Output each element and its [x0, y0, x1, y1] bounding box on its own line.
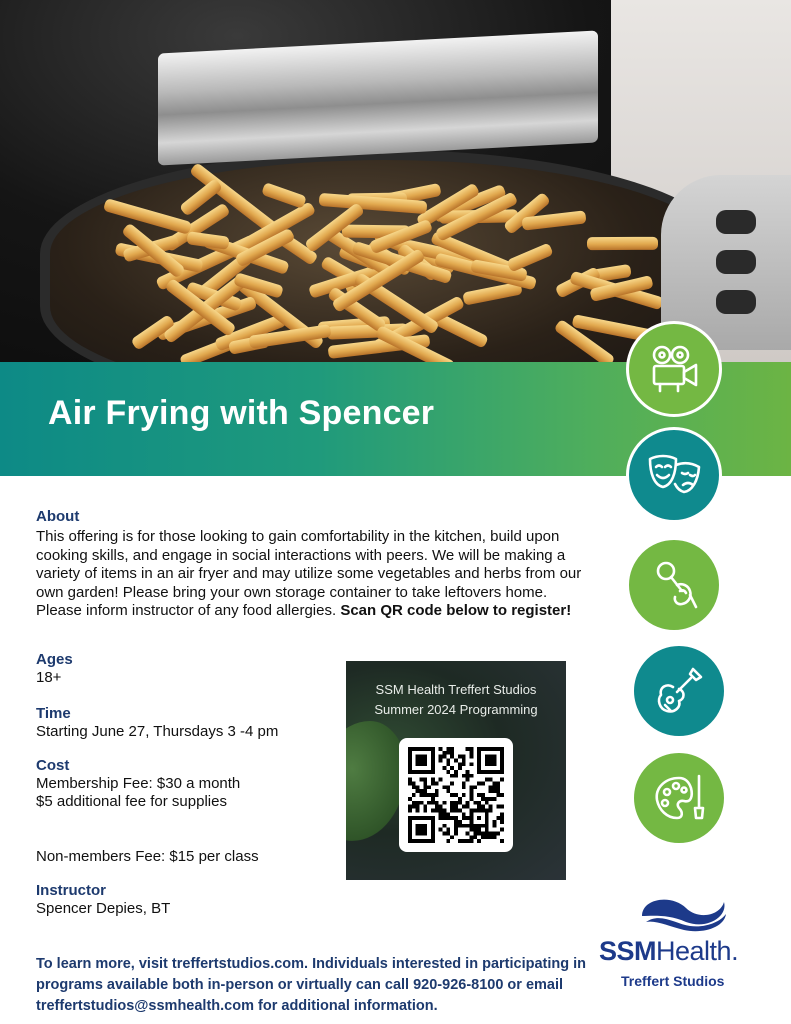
qr-module — [496, 831, 500, 835]
qr-module — [443, 824, 447, 828]
qr-module — [420, 778, 424, 782]
qr-module — [450, 774, 454, 778]
qr-module — [489, 835, 493, 839]
qr-module — [477, 805, 481, 809]
qr-module — [423, 793, 427, 797]
qr-module — [466, 831, 470, 835]
qr-module — [443, 755, 447, 759]
qr-module — [496, 805, 500, 809]
qr-module — [462, 805, 466, 809]
qr-module — [462, 759, 466, 763]
paint-palette-circle — [631, 750, 727, 846]
plant-leaf — [346, 721, 406, 841]
about-body: This offering is for those looking to gain comfortability in the kitchen, build upon cooking skills, and engage in social interactions with peers. We will be making a variety of items in an air fryer and may utilize some vegetables and herbs from our own garden! Please bring your own storage container to take leftovers home. Please inform instructor of any food allergies. — [36, 528, 582, 619]
qr-module — [477, 801, 481, 805]
qr-module — [458, 755, 462, 759]
instructor-heading: Instructor — [36, 882, 107, 899]
about-heading: About — [36, 508, 80, 525]
logo-brand-light: Health. — [656, 936, 739, 966]
qr-module — [477, 782, 481, 786]
supplies-fee: $5 additional fee for supplies — [36, 793, 227, 810]
qr-module — [500, 839, 504, 843]
qr-module — [466, 801, 470, 805]
register-callout: Scan QR code below to register! — [340, 602, 572, 619]
qr-module — [408, 808, 412, 812]
qr-module — [462, 774, 466, 778]
qr-module — [439, 816, 443, 820]
qr-module — [492, 824, 496, 828]
logo-brand-bold: SSM — [599, 936, 657, 966]
non-members-fee: Non-members Fee: $15 per class — [36, 848, 259, 865]
qr-module — [443, 766, 447, 770]
qr-module — [443, 751, 447, 755]
qr-module — [492, 789, 496, 793]
qr-module — [481, 782, 485, 786]
qr-module — [473, 828, 477, 832]
qr-module — [443, 785, 447, 789]
qr-module — [496, 793, 500, 797]
qr-module — [435, 801, 439, 805]
qr-module — [416, 755, 428, 767]
qr-module — [412, 793, 416, 797]
qr-module — [427, 801, 431, 805]
qr-module — [408, 778, 412, 782]
qr-module — [450, 793, 454, 797]
qr-module — [412, 801, 416, 805]
qr-module — [481, 835, 485, 839]
qr-module — [446, 762, 450, 766]
qr-module — [466, 805, 470, 809]
qr-module — [489, 785, 493, 789]
qr-module — [443, 801, 447, 805]
qr-module — [450, 782, 454, 786]
qr-module — [416, 824, 428, 836]
qr-module — [450, 816, 454, 820]
qr-module — [435, 808, 439, 812]
qr-module — [416, 789, 420, 793]
qr-module — [446, 816, 450, 820]
qr-module — [431, 793, 435, 797]
qr-module — [439, 808, 443, 812]
qr-module — [496, 816, 500, 820]
qr-module — [500, 793, 504, 797]
qr-module — [485, 828, 489, 832]
qr-module — [500, 778, 504, 782]
fry — [587, 237, 658, 250]
qr-module — [485, 835, 489, 839]
qr-module — [462, 762, 466, 766]
qr-module — [423, 805, 427, 809]
qr-module — [408, 805, 412, 809]
ages-heading: Ages — [36, 651, 73, 668]
qr-module — [462, 793, 466, 797]
hero-photo — [0, 0, 791, 362]
qr-module — [473, 831, 477, 835]
qr-module — [439, 812, 443, 816]
qr-module — [420, 801, 424, 805]
qr-module — [446, 747, 450, 751]
qr-module — [500, 828, 504, 832]
qr-module — [492, 820, 496, 824]
qr-module — [454, 816, 458, 820]
qr-module — [481, 793, 485, 797]
qr-module — [485, 797, 489, 801]
qr-module — [435, 793, 439, 797]
qr-module — [462, 812, 466, 816]
membership-fee: Membership Fee: $30 a month — [36, 775, 241, 792]
qr-module — [485, 831, 489, 835]
qr-module — [416, 808, 420, 812]
qr-module — [446, 812, 450, 816]
qr-module — [443, 808, 447, 812]
qr-module — [439, 828, 443, 832]
qr-module — [454, 770, 458, 774]
registration-qr-code[interactable] — [399, 738, 513, 852]
qr-module — [492, 831, 496, 835]
qr-module — [408, 797, 412, 801]
qr-module — [473, 785, 477, 789]
qr-module — [466, 816, 470, 820]
microphone-icon — [644, 555, 704, 615]
qr-module — [446, 828, 450, 832]
qr-module — [462, 785, 466, 789]
qr-module — [443, 812, 447, 816]
qr-module — [450, 808, 454, 812]
qr-module — [489, 789, 493, 793]
qr-module — [477, 793, 481, 797]
qr-module — [466, 747, 470, 751]
qr-module — [469, 839, 473, 843]
qr-module — [435, 789, 439, 793]
qr-module — [423, 782, 427, 786]
qr-module — [492, 835, 496, 839]
qr-module — [500, 820, 504, 824]
theater-masks-icon — [644, 445, 704, 505]
qr-module — [496, 785, 500, 789]
film-projector-icon — [644, 339, 704, 399]
qr-module — [469, 751, 473, 755]
air-fryer-handle — [158, 30, 598, 165]
qr-module — [458, 766, 462, 770]
qr-module — [466, 770, 470, 774]
qr-module — [500, 805, 504, 809]
qr-module — [423, 785, 427, 789]
qr-module — [492, 785, 496, 789]
qr-module — [500, 816, 504, 820]
qr-module — [477, 831, 481, 835]
qr-module — [446, 831, 450, 835]
qr-module — [473, 835, 477, 839]
qr-module — [439, 805, 443, 809]
qr-module — [500, 812, 504, 816]
ssm-health-logo-mark — [636, 886, 732, 932]
qr-module — [462, 755, 466, 759]
qr-module — [462, 824, 466, 828]
contact-footer: To learn more, visit treffertstudios.com. Individuals interested in participating in programs available both in-person or virtually can call 920-926-8100 or email treffertstudios@ssmhealth.com for additional information. — [36, 956, 587, 1014]
theater-masks-circle — [626, 427, 722, 523]
qr-module — [454, 808, 458, 812]
qr-module — [443, 831, 447, 835]
qr-module — [431, 808, 435, 812]
qr-module — [439, 755, 443, 759]
qr-module — [435, 782, 439, 786]
qr-module — [450, 755, 454, 759]
qr-card-title: SSM Health Treffert Studios — [375, 682, 537, 697]
qr-module — [469, 774, 473, 778]
qr-module — [496, 789, 500, 793]
qr-module — [412, 782, 416, 786]
microphone-circle — [626, 537, 722, 633]
ssm-health-logo-text — [599, 936, 738, 967]
qr-module — [454, 759, 458, 763]
qr-module — [462, 782, 466, 786]
qr-module — [458, 820, 462, 824]
qr-module — [423, 778, 427, 782]
page-title: Air Frying with Spencer — [48, 394, 435, 432]
cost-heading: Cost — [36, 757, 70, 774]
qr-module — [446, 839, 450, 843]
qr-module — [477, 839, 481, 843]
qr-module — [489, 805, 493, 809]
qr-module — [427, 793, 431, 797]
qr-module — [469, 835, 473, 839]
qr-module — [416, 785, 420, 789]
qr-module — [454, 793, 458, 797]
qr-module — [489, 778, 493, 782]
qr-module — [458, 801, 462, 805]
qr-module — [412, 805, 416, 809]
qr-module — [450, 801, 454, 805]
qr-module — [458, 808, 462, 812]
qr-module — [466, 824, 470, 828]
qr-module — [454, 824, 458, 828]
qr-module — [446, 789, 450, 793]
qr-module — [454, 801, 458, 805]
qr-module — [492, 782, 496, 786]
qr-module — [458, 762, 462, 766]
film-projector-circle — [626, 321, 722, 417]
qr-module — [489, 831, 493, 835]
qr-module — [450, 751, 454, 755]
qr-module — [489, 808, 493, 812]
qr-module — [469, 797, 473, 801]
qr-module — [439, 759, 443, 763]
qr-module — [439, 747, 443, 751]
guitar-circle — [631, 643, 727, 739]
qr-module — [458, 797, 462, 801]
qr-module — [466, 774, 470, 778]
qr-module — [469, 747, 473, 751]
qr-module — [489, 797, 493, 801]
qr-module — [454, 828, 458, 832]
qr-module — [420, 793, 424, 797]
qr-module — [481, 831, 485, 835]
qr-module — [462, 839, 466, 843]
qr-module — [477, 828, 481, 832]
qr-module — [446, 785, 450, 789]
qr-module — [427, 785, 431, 789]
qr-code-icon — [408, 747, 504, 843]
qr-module — [423, 789, 427, 793]
qr-module — [469, 789, 473, 793]
ages-value: 18+ — [36, 669, 62, 686]
qr-module — [450, 805, 454, 809]
qr-module — [469, 755, 473, 759]
paint-palette-icon — [649, 768, 709, 828]
qr-module — [450, 835, 454, 839]
qr-module — [439, 778, 443, 782]
qr-module — [485, 801, 489, 805]
qr-module — [408, 782, 412, 786]
qr-module — [454, 805, 458, 809]
about-description — [36, 528, 596, 621]
qr-module — [446, 770, 450, 774]
qr-module — [450, 747, 454, 751]
qr-module — [466, 778, 470, 782]
qr-module — [496, 782, 500, 786]
qr-module — [416, 801, 420, 805]
qr-module — [458, 824, 462, 828]
qr-code-card — [346, 661, 566, 880]
time-value: Starting June 27, Thursdays 3 -4 pm — [36, 723, 279, 740]
qr-module — [473, 801, 477, 805]
qr-module — [446, 751, 450, 755]
qr-module — [466, 839, 470, 843]
qr-module — [416, 805, 420, 809]
qr-module — [443, 816, 447, 820]
qr-card-subtitle: Summer 2024 Programming — [374, 702, 538, 717]
qr-module — [481, 797, 485, 801]
qr-module — [477, 816, 481, 820]
qr-module — [420, 789, 424, 793]
qr-module — [446, 759, 450, 763]
qr-module — [431, 797, 435, 801]
qr-module — [469, 828, 473, 832]
qr-module — [458, 839, 462, 843]
qr-module — [423, 808, 427, 812]
qr-module — [485, 755, 497, 767]
time-heading: Time — [36, 705, 71, 722]
qr-module — [469, 785, 473, 789]
instructor-name: Spencer Depies, BT — [36, 900, 171, 917]
guitar-icon — [649, 661, 709, 721]
logo-subtitle: Treffert Studios — [621, 973, 725, 989]
qr-module — [469, 793, 473, 797]
qr-module — [485, 778, 489, 782]
qr-module — [454, 831, 458, 835]
qr-module — [435, 805, 439, 809]
qr-module — [462, 816, 466, 820]
qr-module — [431, 801, 435, 805]
qr-module — [469, 762, 473, 766]
qr-module — [431, 778, 435, 782]
qr-module — [412, 785, 416, 789]
qr-module — [481, 805, 485, 809]
qr-module — [492, 797, 496, 801]
qr-module — [454, 820, 458, 824]
qr-module — [454, 774, 458, 778]
qr-module — [431, 782, 435, 786]
qr-module — [450, 766, 454, 770]
